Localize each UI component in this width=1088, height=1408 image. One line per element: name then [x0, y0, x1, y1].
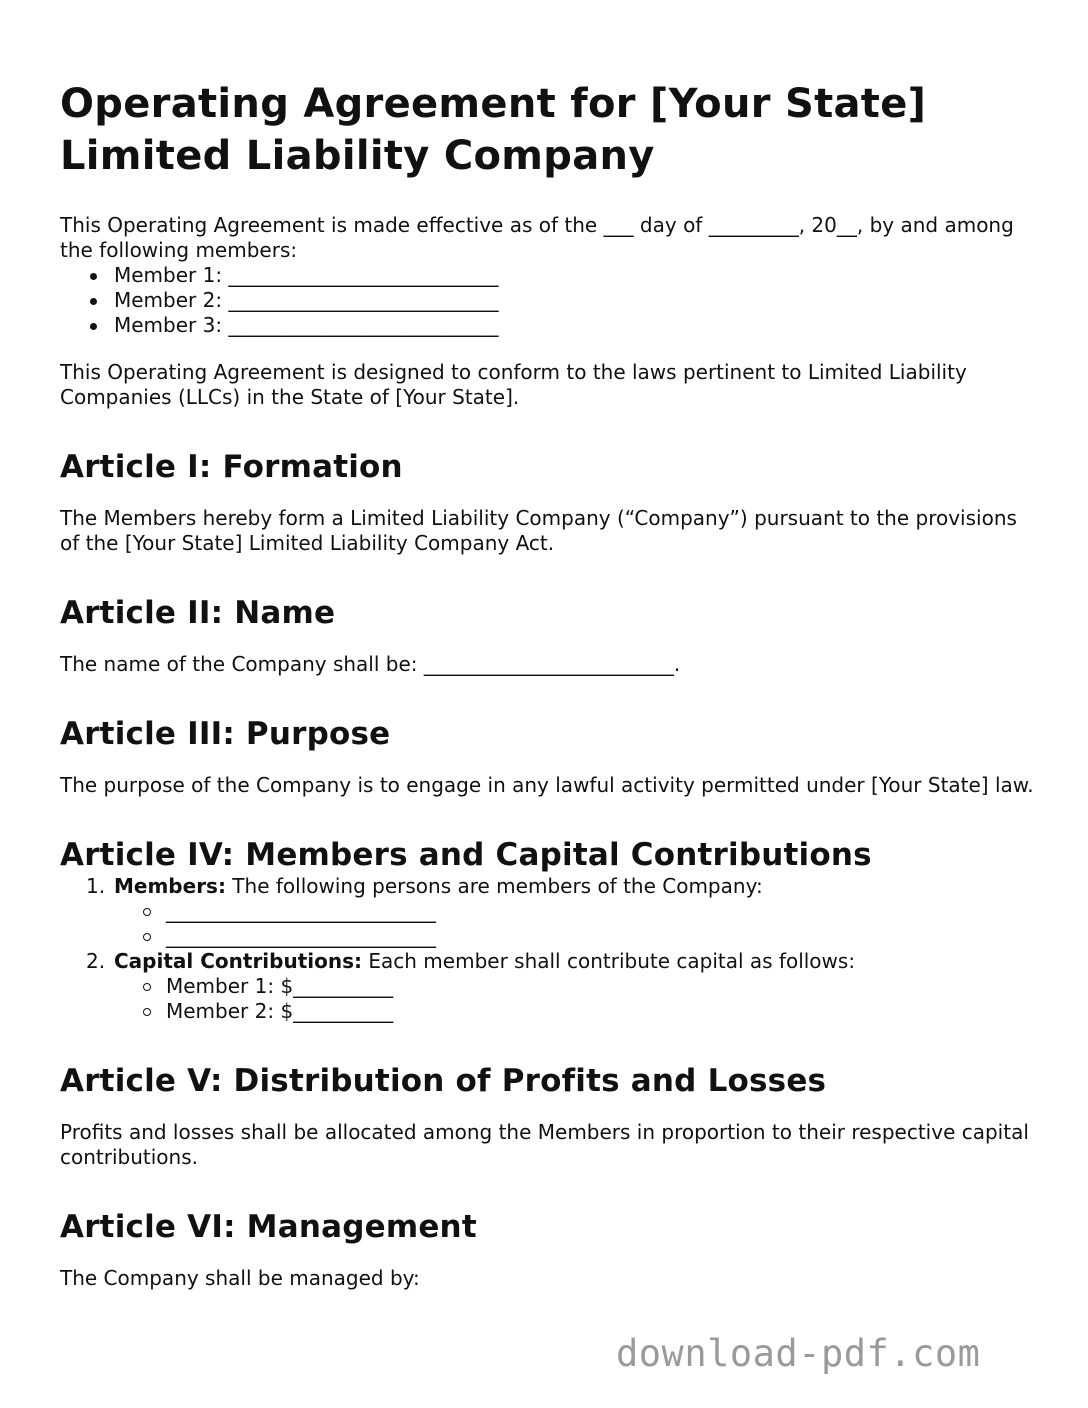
list-item: Member 1: $__________	[114, 974, 1040, 999]
capital-label: Capital Contributions:	[114, 949, 363, 973]
intro-paragraph: This Operating Agreement is made effective as of the ___ day of _________, 20__, by and among the following members:	[60, 213, 1014, 262]
capital-item-text: Each member shall contribute capital as follows:	[362, 949, 856, 973]
document-title	[60, 78, 1040, 182]
list-number: 1.	[86, 874, 106, 898]
title-line-1: Operating Agreement for [Your State]	[60, 81, 927, 127]
list-item: Member 3: ___________________________	[60, 313, 1040, 338]
watermark: download-pdf.com	[616, 1332, 981, 1375]
members-list	[60, 263, 1040, 338]
article-4-heading: Article IV: Members and Capital Contributions	[60, 837, 872, 873]
article-3-text: The purpose of the Company is to engage in any lawful activity permitted under [Your State] law.	[60, 773, 1034, 797]
article-1-text: The Members hereby form a Limited Liability Company (“Company”) pursuant to the provisions of the [Your State] Limited Liability Company Act.	[60, 506, 1017, 555]
list-item	[60, 874, 1040, 949]
list-item: ___________________________	[114, 899, 1040, 924]
members-item-text: The following persons are members of the Company:	[225, 874, 763, 898]
members-sublist	[114, 899, 1040, 949]
article-2-text: The name of the Company shall be: _________________________.	[60, 652, 681, 676]
article-1-heading: Article I: Formation	[60, 449, 403, 485]
article-4-list	[60, 874, 1040, 1024]
article-6-heading: Article VI: Management	[60, 1209, 477, 1245]
article-5-text: Profits and losses shall be allocated among the Members in proportion to their respective capital contributions.	[60, 1120, 1029, 1169]
list-item: Member 2: $__________	[114, 999, 1040, 1024]
document-page	[60, 0, 1040, 1291]
list-item: Member 1: ___________________________	[60, 263, 1040, 288]
list-item: Member 2: ___________________________	[60, 288, 1040, 313]
article-5-heading: Article V: Distribution of Profits and Losses	[60, 1063, 827, 1099]
article-6-text: The Company shall be managed by:	[60, 1266, 420, 1290]
list-item: ___________________________	[114, 924, 1040, 949]
article-3-heading: Article III: Purpose	[60, 716, 391, 752]
title-line-2: Limited Liability Company	[60, 133, 655, 179]
members-label: Members:	[114, 874, 226, 898]
article-2-heading: Article II: Name	[60, 595, 336, 631]
list-number: 2.	[86, 949, 106, 973]
conform-paragraph: This Operating Agreement is designed to conform to the laws pertinent to Limited Liability Companies (LLCs) in the State of [Your State].	[60, 360, 967, 409]
capital-sublist	[114, 974, 1040, 1024]
list-item	[60, 949, 1040, 1024]
